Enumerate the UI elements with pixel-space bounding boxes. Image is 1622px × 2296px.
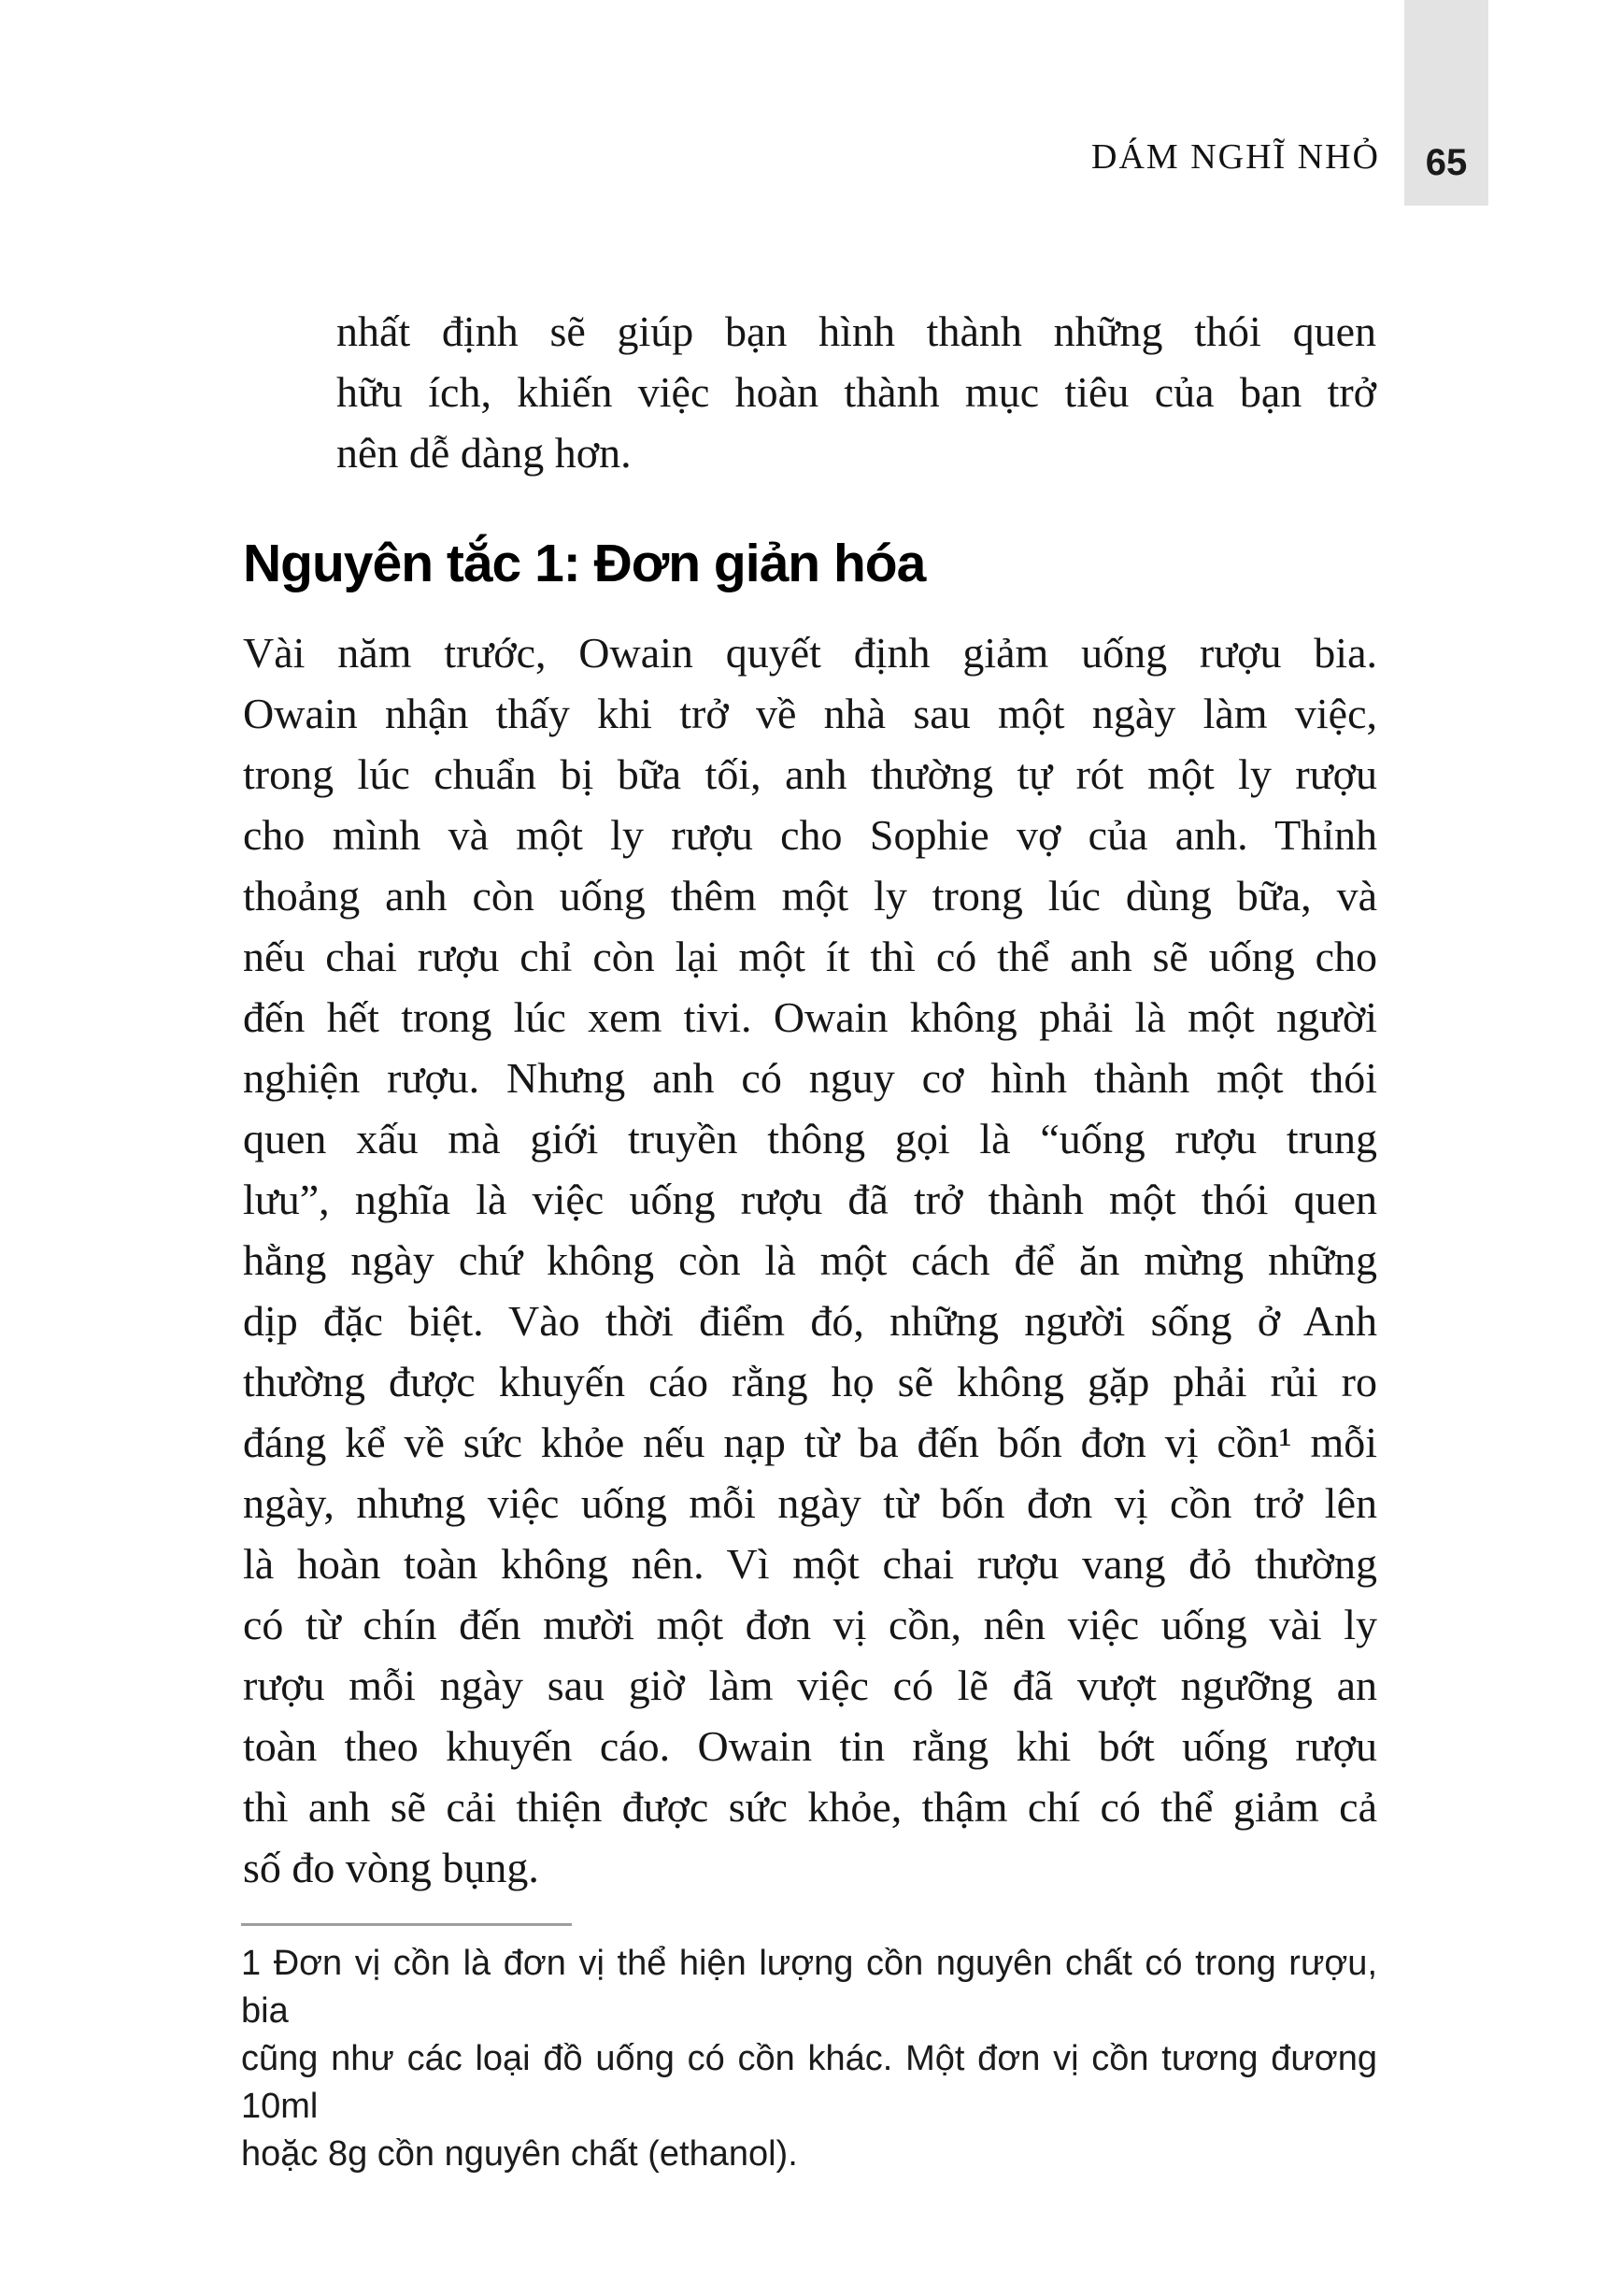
body-line: thường được khuyến cáo rằng họ sẽ không gặp phải rủi ro [243,1358,1377,1405]
footnote-line: cũng như các loại đồ uống có cồn khác. Một đơn vị cồn tương đương 10ml [241,2039,1377,2126]
footnote-line: hoặc 8g cồn nguyên chất (ethanol). [241,2134,798,2174]
body-line: hằng ngày chứ không còn là một cách để ăn mừng những [243,1236,1377,1284]
body-line: cho mình và một ly rượu cho Sophie vợ của anh. Thỉnh [243,811,1377,859]
running-header-title: DÁM NGHĨ NHỎ [1091,137,1380,177]
body-line: trong lúc chuẩn bị bữa tối, anh thường tự rót một ly rượu [243,750,1377,798]
body-line: lưu”, nghĩa là việc uống rượu đã trở thành một thói quen [243,1176,1377,1223]
footnote-divider [241,1923,572,1926]
body-line: quen xấu mà giới truyền thông gọi là “uống rượu trung [243,1115,1377,1162]
body-line: dịp đặc biệt. Vào thời điểm đó, những người sống ở Anh [243,1297,1377,1345]
body-line: đáng kể về sức khỏe nếu nạp từ ba đến bốn đơn vị cồn¹ mỗi [243,1419,1377,1466]
body-line: rượu mỗi ngày sau giờ làm việc có lẽ đã vượt ngưỡng an [243,1661,1377,1709]
body-line: nghiện rượu. Nhưng anh có nguy cơ hình thành một thói [243,1054,1377,1102]
body-line: nếu chai rượu chỉ còn lại một ít thì có thể anh sẽ uống cho [243,933,1377,980]
page-number: 65 [1425,142,1468,183]
body-line: Owain nhận thấy khi trở về nhà sau một ngày làm việc, [243,690,1377,737]
body-line: là hoàn toàn không nên. Vì một chai rượu vang đỏ thường [243,1540,1377,1588]
body-line: Vài năm trước, Owain quyết định giảm uống rượu bia. [243,629,1377,677]
body-line: thì anh sẽ cải thiện được sức khỏe, thậm chí có thể giảm cả [243,1783,1377,1831]
intro-line: nên dễ dàng hơn. [336,429,632,477]
intro-line: nhất định sẽ giúp bạn hình thành những thói quen [336,307,1376,355]
body-line: ngày, nhưng việc uống mỗi ngày từ bốn đơn vị cồn trở lên [243,1479,1377,1527]
body-line: đến hết trong lúc xem tivi. Owain không phải là một người [243,993,1377,1041]
intro-paragraph [336,301,1376,483]
body-line: có từ chín đến mười một đơn vị cồn, nên việc uống vài ly [243,1601,1377,1648]
intro-line: hữu ích, khiến việc hoàn thành mục tiêu của bạn trở [336,368,1376,416]
body-line: toàn theo khuyến cáo. Owain tin rằng khi bớt uống rượu [243,1722,1377,1770]
body-line: thoảng anh còn uống thêm một ly trong lúc dùng bữa, và [243,872,1377,920]
body-line: số đo vòng bụng. [243,1844,539,1891]
body-paragraph [243,622,1377,1898]
footnote [241,1940,1377,2178]
section-heading: Nguyên tắc 1: Đơn giản hóa [243,534,926,593]
footnote-line: 1 Đơn vị cồn là đơn vị thể hiện lượng cồn nguyên chất có trong rượu, bia [241,1944,1377,2031]
